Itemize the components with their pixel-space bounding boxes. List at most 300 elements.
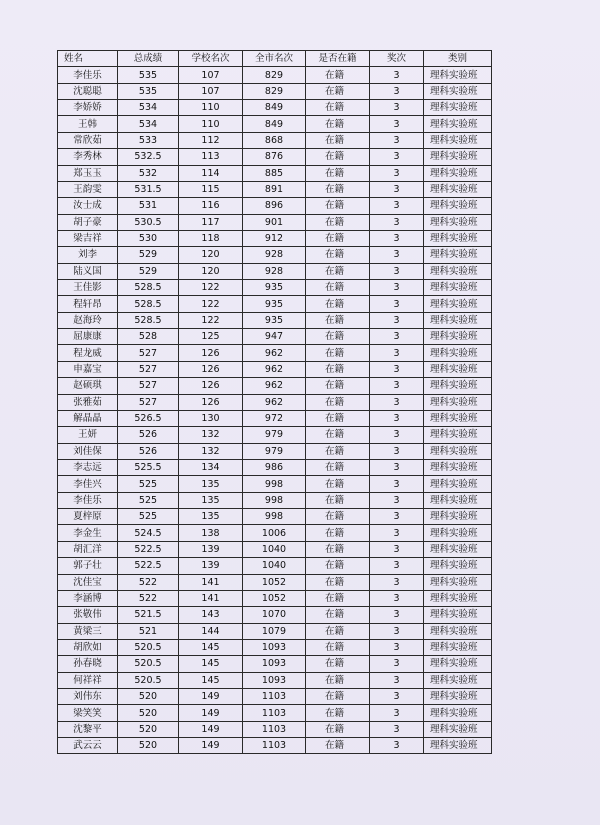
table-header-row [58, 51, 492, 67]
enrolled-status-cell: 在籍 [306, 443, 370, 459]
school-rank-cell: 132 [179, 427, 243, 443]
student-name-cell: 程龙威 [58, 345, 118, 361]
table-row [58, 639, 492, 655]
table-row [58, 296, 492, 312]
city-rank-cell: 1103 [243, 721, 306, 737]
award-level-cell: 3 [370, 312, 424, 328]
school-rank-cell: 141 [179, 590, 243, 606]
table-row [58, 247, 492, 263]
table-row [58, 574, 492, 590]
award-level-cell: 3 [370, 345, 424, 361]
city-rank-cell: 1093 [243, 672, 306, 688]
enrolled-status-cell: 在籍 [306, 181, 370, 197]
award-level-cell: 3 [370, 721, 424, 737]
header-city-rank: 全市名次 [243, 51, 306, 67]
total-score-cell: 532 [118, 165, 179, 181]
city-rank-cell: 891 [243, 181, 306, 197]
student-name-cell: 梁笑笑 [58, 705, 118, 721]
city-rank-cell: 1079 [243, 623, 306, 639]
enrolled-status-cell: 在籍 [306, 705, 370, 721]
table-row [58, 149, 492, 165]
category-cell: 理科实验班 [424, 230, 492, 246]
school-rank-cell: 115 [179, 181, 243, 197]
school-rank-cell: 145 [179, 656, 243, 672]
student-name-cell: 汝士成 [58, 198, 118, 214]
header-enrolled: 是否在籍 [306, 51, 370, 67]
total-score-cell: 528.5 [118, 312, 179, 328]
city-rank-cell: 998 [243, 509, 306, 525]
table-row [58, 590, 492, 606]
total-score-cell: 525 [118, 476, 179, 492]
enrolled-status-cell: 在籍 [306, 558, 370, 574]
school-rank-cell: 132 [179, 443, 243, 459]
school-rank-cell: 126 [179, 345, 243, 361]
student-name-cell: 程轩昂 [58, 296, 118, 312]
school-rank-cell: 149 [179, 738, 243, 754]
total-score-cell: 535 [118, 67, 179, 83]
total-score-cell: 527 [118, 361, 179, 377]
enrolled-status-cell: 在籍 [306, 410, 370, 426]
city-rank-cell: 947 [243, 329, 306, 345]
school-rank-cell: 113 [179, 149, 243, 165]
student-name-cell: 张敬伟 [58, 607, 118, 623]
category-cell: 理科实验班 [424, 149, 492, 165]
total-score-cell: 520 [118, 689, 179, 705]
table-row [58, 198, 492, 214]
student-name-cell: 夏梓原 [58, 509, 118, 525]
city-rank-cell: 901 [243, 214, 306, 230]
city-rank-cell: 935 [243, 296, 306, 312]
school-rank-cell: 120 [179, 263, 243, 279]
category-cell: 理科实验班 [424, 67, 492, 83]
city-rank-cell: 1103 [243, 689, 306, 705]
student-name-cell: 李志远 [58, 459, 118, 475]
table-row [58, 705, 492, 721]
enrolled-status-cell: 在籍 [306, 149, 370, 165]
table-row [58, 607, 492, 623]
enrolled-status-cell: 在籍 [306, 656, 370, 672]
total-score-cell: 520 [118, 738, 179, 754]
table-row [58, 476, 492, 492]
table-body [58, 67, 492, 754]
total-score-cell: 521 [118, 623, 179, 639]
award-level-cell: 3 [370, 476, 424, 492]
category-cell: 理科实验班 [424, 116, 492, 132]
school-rank-cell: 107 [179, 67, 243, 83]
enrolled-status-cell: 在籍 [306, 116, 370, 132]
category-cell: 理科实验班 [424, 394, 492, 410]
city-rank-cell: 1103 [243, 705, 306, 721]
table-row [58, 623, 492, 639]
city-rank-cell: 1093 [243, 656, 306, 672]
city-rank-cell: 1093 [243, 639, 306, 655]
student-name-cell: 李金生 [58, 525, 118, 541]
student-name-cell: 李秀林 [58, 149, 118, 165]
category-cell: 理科实验班 [424, 525, 492, 541]
table-row [58, 67, 492, 83]
city-rank-cell: 979 [243, 427, 306, 443]
category-cell: 理科实验班 [424, 263, 492, 279]
category-cell: 理科实验班 [424, 541, 492, 557]
award-level-cell: 3 [370, 394, 424, 410]
school-rank-cell: 117 [179, 214, 243, 230]
enrolled-status-cell: 在籍 [306, 623, 370, 639]
award-level-cell: 3 [370, 378, 424, 394]
total-score-cell: 520 [118, 721, 179, 737]
enrolled-status-cell: 在籍 [306, 280, 370, 296]
table-row [58, 558, 492, 574]
total-score-cell: 528 [118, 329, 179, 345]
student-name-cell: 刘李 [58, 247, 118, 263]
enrolled-status-cell: 在籍 [306, 509, 370, 525]
student-name-cell: 常欣茹 [58, 132, 118, 148]
award-level-cell: 3 [370, 296, 424, 312]
header-total-score: 总成绩 [118, 51, 179, 67]
total-score-cell: 526 [118, 427, 179, 443]
enrolled-status-cell: 在籍 [306, 67, 370, 83]
category-cell: 理科实验班 [424, 361, 492, 377]
category-cell: 理科实验班 [424, 738, 492, 754]
enrolled-status-cell: 在籍 [306, 590, 370, 606]
student-name-cell: 王妍 [58, 427, 118, 443]
award-level-cell: 3 [370, 738, 424, 754]
total-score-cell: 525.5 [118, 459, 179, 475]
table-row [58, 410, 492, 426]
category-cell: 理科实验班 [424, 198, 492, 214]
total-score-cell: 535 [118, 83, 179, 99]
total-score-cell: 530 [118, 230, 179, 246]
total-score-cell: 533 [118, 132, 179, 148]
total-score-cell: 529 [118, 263, 179, 279]
student-name-cell: 王佳影 [58, 280, 118, 296]
student-name-cell: 申嘉宝 [58, 361, 118, 377]
table-row [58, 738, 492, 754]
school-rank-cell: 120 [179, 247, 243, 263]
student-name-cell: 孙春晓 [58, 656, 118, 672]
school-rank-cell: 126 [179, 394, 243, 410]
city-rank-cell: 972 [243, 410, 306, 426]
category-cell: 理科实验班 [424, 247, 492, 263]
total-score-cell: 520.5 [118, 639, 179, 655]
table-row [58, 361, 492, 377]
table-row [58, 329, 492, 345]
total-score-cell: 529 [118, 247, 179, 263]
enrolled-status-cell: 在籍 [306, 247, 370, 263]
school-rank-cell: 141 [179, 574, 243, 590]
category-cell: 理科实验班 [424, 574, 492, 590]
school-rank-cell: 143 [179, 607, 243, 623]
award-level-cell: 3 [370, 165, 424, 181]
enrolled-status-cell: 在籍 [306, 296, 370, 312]
table-row [58, 394, 492, 410]
total-score-cell: 531 [118, 198, 179, 214]
city-rank-cell: 912 [243, 230, 306, 246]
school-rank-cell: 134 [179, 459, 243, 475]
student-name-cell: 胡欣如 [58, 639, 118, 655]
school-rank-cell: 110 [179, 100, 243, 116]
table-row [58, 230, 492, 246]
award-level-cell: 3 [370, 558, 424, 574]
enrolled-status-cell: 在籍 [306, 574, 370, 590]
school-rank-cell: 149 [179, 721, 243, 737]
category-cell: 理科实验班 [424, 656, 492, 672]
city-rank-cell: 1103 [243, 738, 306, 754]
enrolled-status-cell: 在籍 [306, 132, 370, 148]
category-cell: 理科实验班 [424, 329, 492, 345]
school-rank-cell: 135 [179, 509, 243, 525]
table-row [58, 181, 492, 197]
student-name-cell: 李佳乐 [58, 67, 118, 83]
table-row [58, 165, 492, 181]
total-score-cell: 527 [118, 378, 179, 394]
table-row [58, 459, 492, 475]
total-score-cell: 524.5 [118, 525, 179, 541]
enrolled-status-cell: 在籍 [306, 427, 370, 443]
enrolled-status-cell: 在籍 [306, 459, 370, 475]
category-cell: 理科实验班 [424, 639, 492, 655]
enrolled-status-cell: 在籍 [306, 492, 370, 508]
award-level-cell: 3 [370, 230, 424, 246]
student-name-cell: 陆义国 [58, 263, 118, 279]
enrolled-status-cell: 在籍 [306, 607, 370, 623]
total-score-cell: 532.5 [118, 149, 179, 165]
student-name-cell: 李娇娇 [58, 100, 118, 116]
school-rank-cell: 107 [179, 83, 243, 99]
city-rank-cell: 962 [243, 345, 306, 361]
category-cell: 理科实验班 [424, 607, 492, 623]
total-score-cell: 522.5 [118, 541, 179, 557]
school-rank-cell: 139 [179, 558, 243, 574]
table-row [58, 656, 492, 672]
city-rank-cell: 962 [243, 394, 306, 410]
school-rank-cell: 122 [179, 280, 243, 296]
enrolled-status-cell: 在籍 [306, 361, 370, 377]
table-row [58, 689, 492, 705]
table-row [58, 427, 492, 443]
table-row [58, 263, 492, 279]
student-name-cell: 沈佳宝 [58, 574, 118, 590]
total-score-cell: 521.5 [118, 607, 179, 623]
enrolled-status-cell: 在籍 [306, 476, 370, 492]
city-rank-cell: 1040 [243, 558, 306, 574]
school-rank-cell: 118 [179, 230, 243, 246]
category-cell: 理科实验班 [424, 410, 492, 426]
student-name-cell: 梁吉祥 [58, 230, 118, 246]
award-level-cell: 3 [370, 198, 424, 214]
table-row [58, 345, 492, 361]
city-rank-cell: 928 [243, 247, 306, 263]
header-award-level: 奖次 [370, 51, 424, 67]
school-rank-cell: 112 [179, 132, 243, 148]
award-level-cell: 3 [370, 214, 424, 230]
award-level-cell: 3 [370, 590, 424, 606]
total-score-cell: 520.5 [118, 672, 179, 688]
category-cell: 理科实验班 [424, 721, 492, 737]
category-cell: 理科实验班 [424, 558, 492, 574]
student-name-cell: 沈黎平 [58, 721, 118, 737]
award-level-cell: 3 [370, 525, 424, 541]
total-score-cell: 526.5 [118, 410, 179, 426]
award-level-cell: 3 [370, 263, 424, 279]
student-name-cell: 刘伟东 [58, 689, 118, 705]
award-level-cell: 3 [370, 689, 424, 705]
award-level-cell: 3 [370, 83, 424, 99]
award-level-cell: 3 [370, 459, 424, 475]
student-name-cell: 李佳兴 [58, 476, 118, 492]
enrolled-status-cell: 在籍 [306, 345, 370, 361]
award-level-cell: 3 [370, 329, 424, 345]
city-rank-cell: 998 [243, 492, 306, 508]
total-score-cell: 526 [118, 443, 179, 459]
award-level-cell: 3 [370, 100, 424, 116]
award-level-cell: 3 [370, 410, 424, 426]
total-score-cell: 534 [118, 100, 179, 116]
award-level-cell: 3 [370, 67, 424, 83]
enrolled-status-cell: 在籍 [306, 198, 370, 214]
table-row [58, 509, 492, 525]
total-score-cell: 522.5 [118, 558, 179, 574]
category-cell: 理科实验班 [424, 181, 492, 197]
school-rank-cell: 145 [179, 639, 243, 655]
table-row [58, 541, 492, 557]
award-level-cell: 3 [370, 656, 424, 672]
student-name-cell: 张雅茹 [58, 394, 118, 410]
enrolled-status-cell: 在籍 [306, 378, 370, 394]
award-level-cell: 3 [370, 132, 424, 148]
table-row [58, 312, 492, 328]
student-name-cell: 郭子壮 [58, 558, 118, 574]
city-rank-cell: 1052 [243, 590, 306, 606]
table-row [58, 672, 492, 688]
total-score-cell: 528.5 [118, 296, 179, 312]
student-name-cell: 赵海玲 [58, 312, 118, 328]
school-rank-cell: 122 [179, 312, 243, 328]
school-rank-cell: 116 [179, 198, 243, 214]
enrolled-status-cell: 在籍 [306, 541, 370, 557]
city-rank-cell: 928 [243, 263, 306, 279]
award-level-cell: 3 [370, 639, 424, 655]
city-rank-cell: 935 [243, 280, 306, 296]
table-row [58, 492, 492, 508]
student-name-cell: 沈聪聪 [58, 83, 118, 99]
category-cell: 理科实验班 [424, 280, 492, 296]
student-name-cell: 赵硕琪 [58, 378, 118, 394]
city-rank-cell: 868 [243, 132, 306, 148]
student-name-cell: 武云云 [58, 738, 118, 754]
category-cell: 理科实验班 [424, 83, 492, 99]
category-cell: 理科实验班 [424, 672, 492, 688]
category-cell: 理科实验班 [424, 100, 492, 116]
award-level-cell: 3 [370, 607, 424, 623]
city-rank-cell: 962 [243, 361, 306, 377]
enrolled-status-cell: 在籍 [306, 83, 370, 99]
total-score-cell: 525 [118, 492, 179, 508]
school-rank-cell: 130 [179, 410, 243, 426]
total-score-cell: 527 [118, 394, 179, 410]
header-category: 类别 [424, 51, 492, 67]
results-table [57, 50, 492, 754]
total-score-cell: 530.5 [118, 214, 179, 230]
student-name-cell: 李佳乐 [58, 492, 118, 508]
school-rank-cell: 122 [179, 296, 243, 312]
award-level-cell: 3 [370, 280, 424, 296]
total-score-cell: 520.5 [118, 656, 179, 672]
category-cell: 理科实验班 [424, 312, 492, 328]
category-cell: 理科实验班 [424, 427, 492, 443]
city-rank-cell: 998 [243, 476, 306, 492]
city-rank-cell: 876 [243, 149, 306, 165]
enrolled-status-cell: 在籍 [306, 214, 370, 230]
award-level-cell: 3 [370, 443, 424, 459]
school-rank-cell: 135 [179, 492, 243, 508]
category-cell: 理科实验班 [424, 705, 492, 721]
enrolled-status-cell: 在籍 [306, 100, 370, 116]
total-score-cell: 522 [118, 574, 179, 590]
student-name-cell: 王韵雯 [58, 181, 118, 197]
category-cell: 理科实验班 [424, 132, 492, 148]
enrolled-status-cell: 在籍 [306, 525, 370, 541]
category-cell: 理科实验班 [424, 689, 492, 705]
enrolled-status-cell: 在籍 [306, 230, 370, 246]
category-cell: 理科实验班 [424, 590, 492, 606]
school-rank-cell: 126 [179, 361, 243, 377]
school-rank-cell: 126 [179, 378, 243, 394]
category-cell: 理科实验班 [424, 623, 492, 639]
award-level-cell: 3 [370, 361, 424, 377]
table-row [58, 525, 492, 541]
student-name-cell: 何祥祥 [58, 672, 118, 688]
award-level-cell: 3 [370, 541, 424, 557]
award-level-cell: 3 [370, 672, 424, 688]
total-score-cell: 520 [118, 705, 179, 721]
student-name-cell: 屈康康 [58, 329, 118, 345]
award-level-cell: 3 [370, 247, 424, 263]
enrolled-status-cell: 在籍 [306, 165, 370, 181]
table-row [58, 280, 492, 296]
enrolled-status-cell: 在籍 [306, 394, 370, 410]
award-level-cell: 3 [370, 492, 424, 508]
school-rank-cell: 135 [179, 476, 243, 492]
total-score-cell: 531.5 [118, 181, 179, 197]
table-row [58, 721, 492, 737]
table-row [58, 214, 492, 230]
student-name-cell: 郑玉玉 [58, 165, 118, 181]
enrolled-status-cell: 在籍 [306, 639, 370, 655]
city-rank-cell: 986 [243, 459, 306, 475]
city-rank-cell: 1052 [243, 574, 306, 590]
city-rank-cell: 885 [243, 165, 306, 181]
student-name-cell: 解晶晶 [58, 410, 118, 426]
school-rank-cell: 138 [179, 525, 243, 541]
category-cell: 理科实验班 [424, 492, 492, 508]
table-row [58, 83, 492, 99]
student-name-cell: 胡汇洋 [58, 541, 118, 557]
category-cell: 理科实验班 [424, 378, 492, 394]
category-cell: 理科实验班 [424, 165, 492, 181]
school-rank-cell: 139 [179, 541, 243, 557]
city-rank-cell: 849 [243, 100, 306, 116]
city-rank-cell: 935 [243, 312, 306, 328]
award-level-cell: 3 [370, 623, 424, 639]
city-rank-cell: 979 [243, 443, 306, 459]
school-rank-cell: 125 [179, 329, 243, 345]
award-level-cell: 3 [370, 427, 424, 443]
table-row [58, 116, 492, 132]
student-name-cell: 胡子豪 [58, 214, 118, 230]
city-rank-cell: 1040 [243, 541, 306, 557]
header-school-rank: 学校名次 [179, 51, 243, 67]
student-name-cell: 黄梁三 [58, 623, 118, 639]
